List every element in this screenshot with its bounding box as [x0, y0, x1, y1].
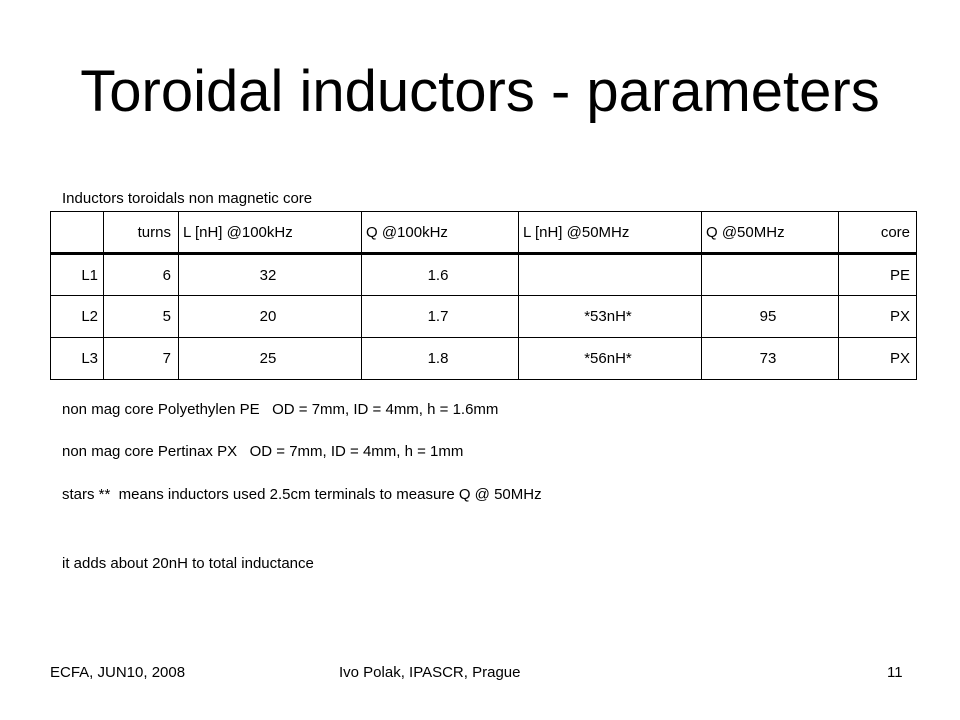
header-cell-label [51, 212, 104, 254]
table-cell-q-100khz: 1.8 [362, 338, 519, 380]
table-row [51, 296, 917, 338]
header-cell-l-100khz: L [nH] @100kHz [179, 212, 362, 254]
table-cell-l-50mhz: *53nH* [519, 296, 702, 338]
table-cell-q-100khz: 1.6 [362, 254, 519, 296]
table-cell-q-50mhz: 73 [702, 338, 839, 380]
table-cell-l-50mhz: *56nH* [519, 338, 702, 380]
table-row [51, 254, 917, 296]
table-cell-turns: 6 [104, 254, 179, 296]
table-caption: Inductors toroidals non magnetic core [62, 190, 313, 207]
header-cell-l-50mhz: L [nH] @50MHz [519, 212, 702, 254]
table-cell-q-50mhz [702, 254, 839, 296]
header-cell-core: core [839, 212, 917, 254]
note-polyethylen-core: non mag core Polyethylen PE OD = 7mm, ID = 4mm, h = 1.6mm [62, 401, 499, 418]
table-cell-l-50mhz [519, 254, 702, 296]
parameters-table [50, 211, 917, 380]
table-cell-l-100khz: 25 [179, 338, 362, 380]
note-added-inductance: it adds about 20nH to total inductance [62, 555, 314, 572]
slide-title: Toroidal inductors - parameters [80, 59, 880, 124]
table-cell-l-100khz: 20 [179, 296, 362, 338]
table-cell-core: PX [839, 296, 917, 338]
header-cell-q-100khz: Q @100kHz [362, 212, 519, 254]
table-cell-q-50mhz: 95 [702, 296, 839, 338]
table-cell-core: PE [839, 254, 917, 296]
note-pertinax-core: non mag core Pertinax PX OD = 7mm, ID = 4mm, h = 1mm [62, 443, 464, 460]
table-cell-q-100khz: 1.7 [362, 296, 519, 338]
header-cell-q-50mhz: Q @50MHz [702, 212, 839, 254]
table-cell-core: PX [839, 338, 917, 380]
table-cell-label: L1 [51, 254, 104, 296]
page-number: 11 [887, 664, 903, 681]
header-cell-turns: turns [104, 212, 179, 254]
table-cell-l-100khz: 32 [179, 254, 362, 296]
table-header-row [51, 212, 917, 254]
table-cell-turns: 7 [104, 338, 179, 380]
table-cell-label: L3 [51, 338, 104, 380]
footer-author: Ivo Polak, IPASCR, Prague [339, 664, 521, 681]
note-stars-meaning: stars ** means inductors used 2.5cm terminals to measure Q @ 50MHz [62, 486, 542, 503]
table-row [51, 338, 917, 380]
table-cell-label: L2 [51, 296, 104, 338]
table-cell-turns: 5 [104, 296, 179, 338]
footer-event: ECFA, JUN10, 2008 [50, 664, 186, 681]
